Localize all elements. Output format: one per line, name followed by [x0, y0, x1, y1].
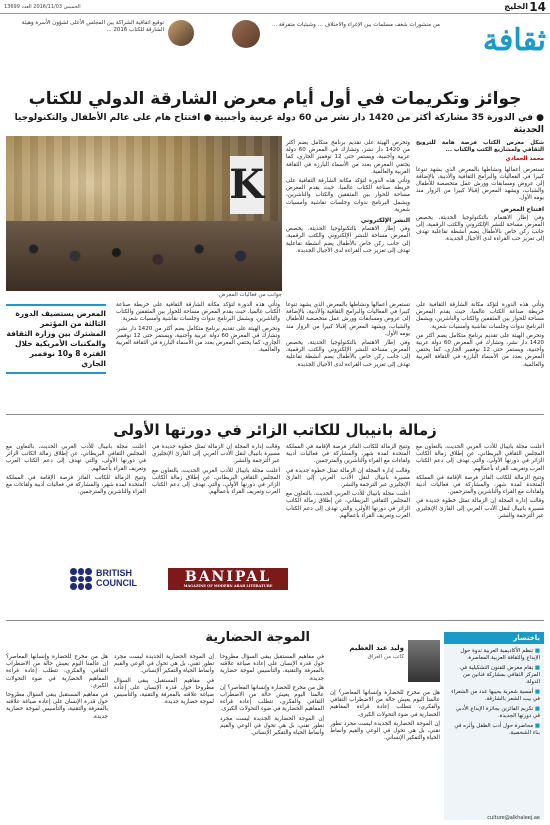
pull-quote: المعرض يستضيف الدورة الثالثة من المؤتمر المشترك بين وزارة الثقافة والمكتبات الأمريكية خلال الفترة 8 و10 نوفمبر الجاري — [6, 304, 106, 374]
article-paragraph: وتتيح الزمالة للكاتب الفائز فرصة الإقامة في المملكة المتحدة لمدة شهر، والمشاركة في فعاليات أدبية ولقاءات مع القراء والناشرين والمترجمين. — [416, 474, 544, 496]
brief-item[interactable]: ■ محاضرة حول أدب الطفل وأثره في بناء الشخصية. — [448, 723, 540, 737]
article-paragraph: إن الموجة الحضارية الجديدة ليست مجرد تطور تقني، بل هي تحول في الوعي والقيم وأنماط الحياة والتفكير الإنساني. — [330, 720, 440, 742]
article-paragraph: وتأتي هذه الدورة لتؤكد مكانة الشارقة الثقافية على خريطة صناعة الكتاب عالميا، حيث يقدم المعرض مساحة للحوار بين المثقفين والكتاب والناشرين، ويشمل البرنامج ندوات وجلسات نقاشية وأمسيات شعرية. — [416, 302, 544, 330]
banipal-column-2 — [286, 444, 410, 522]
article-paragraph: هل من مخرج للحضارة وإنسانها المعاصر؟ إن عالمنا اليوم يعيش حالة من الاضطراب الثقافي والفكري، تتطلب إعادة قراءة المفاهيم الحضارية في ضوء التحولات الكبرى. — [220, 684, 324, 713]
article-subtitle: النشر الإلكتروني — [360, 217, 410, 225]
article-paragraph: في مفاهيم المستقبل يبقى السؤال مطروحا حول قدرة الإنسان على إعادة صياغة علاقته بالمعرفة والتقنية، والتأسيس لموجة حضارية جديدة. — [6, 692, 108, 720]
article-paragraph: وقالت إدارة المجلة إن الزمالة تمثل خطوة جديدة في مسيرة بانيبال لنقل الأدب العربي إلى القارئ الإنجليزي عبر الترجمة والنشر. — [286, 467, 410, 489]
section-title: ثقافة — [482, 23, 546, 58]
banipal-column-3 — [152, 444, 280, 498]
opinion-column-4 — [6, 654, 108, 723]
article-column-2 — [286, 140, 410, 257]
banipal-logo — [168, 568, 288, 590]
author-role: كاتب من العراق — [367, 654, 404, 660]
booth-letter-sign: K — [230, 156, 264, 214]
article-paragraph: هل من مخرج للحضارة وإنسانها المعاصر؟ إن عالمنا اليوم يعيش حالة من الاضطراب الثقافي والفكري، تتطلب إعادة قراءة المفاهيم الحضارية في ضوء التحولات الكبرى. — [6, 654, 108, 689]
article-paragraph: وقالت إدارة المجلة إن الزمالة تمثل خطوة جديدة في مسيرة بانيبال لنقل الأدب العربي إلى القارئ الإنجليزي عبر الترجمة والنشر. — [416, 498, 544, 519]
article-paragraph: وتحرص الهيئة على تقديم برنامج متكامل يضم أكثر من 1420 دار نشر، وتشارك في المعرض 60 دولة عربية وأجنبية، ويستمر حتى 12 نوفمبر الجاري، كما يحتفي المعرض بعدد من الأسماء البارزة في الثقافة العربية والعالمية. — [116, 325, 280, 354]
article-subtitle: افتتاح المعرض — [500, 205, 544, 213]
article-paragraph: وتأتي هذه الدورة لتؤكد مكانة الشارقة الثقافية على خريطة صناعة الكتاب عالميا، حيث يقدم المعرض مساحة للحوار بين المثقفين والكتاب والناشرين، ويشمل البرنامج ندوات وجلسات نقاشية وأمسيات شعرية. — [116, 302, 280, 323]
book-fair-photo — [6, 136, 282, 291]
article-paragraph: أعلنت مجلة بانيبال للأدب العربي الحديث، بالتعاون مع المجلس الثقافي البريطاني، عن إطلاق زمالة الكاتب الزائر في دورتها الأولى، والتي تهدف إلى دعم الكتاب العرب وتعريف القراء بأعمالهم. — [152, 467, 280, 496]
article-column-5 — [116, 302, 280, 356]
article-paragraph: وتأتي هذه الدورة لتؤكد مكانة الشارقة الثقافية على خريطة صناعة الكتاب عالميا، حيث يقدم المعرض مساحة للحوار بين المثقفين والكتاب والناشرين، ويشمل البرنامج ندوات وجلسات نقاشية وأمسيات شعرية. — [286, 178, 410, 213]
author-name: وليد عبد العظيم — [349, 644, 404, 652]
main-subhead: ● في الدورة 35 مشاركة أكثر من 1420 دار نشر من 60 دولة عربية وأجنبية ● افتتاح هام على عالم الأطفال والتكنولوجيا الحديثة — [14, 113, 544, 135]
header-teaser-left[interactable]: توقيع اتفاقية الشراكة بين المجلس الأعلى لشؤون الأسرة وهيئة الشارقة للكتاب 2016 ... — [21, 20, 164, 33]
article-paragraph: وتتيح الزمالة للكاتب الفائز فرصة الإقامة في المملكة المتحدة لمدة شهر، والمشاركة في فعاليات أدبية ولقاءات مع القراء والناشرين والمترجمين. — [6, 474, 146, 496]
contact-email[interactable]: culture@alkhaleej.ae — [487, 815, 540, 821]
section-title-box — [466, 18, 546, 64]
page-topbar — [0, 0, 550, 14]
article-paragraph: وتحرص الهيئة على تقديم برنامج متكامل يضم أكثر من 1420 دار نشر، وتشارك في المعرض 60 دولة عربية وأجنبية، ويستمر حتى 12 نوفمبر الجاري، كما يحتفي المعرض بعدد من الأسماء البارزة في الثقافة العربية والعالمية. — [286, 140, 410, 175]
section-divider — [6, 414, 544, 415]
article-paragraph: إن الموجة الحضارية الجديدة ليست مجرد تطور تقني، بل هي تحول في الوعي والقيم وأنماط الحياة والتفكير الإنساني. — [220, 715, 324, 737]
article-paragraph: تستعرض أعمالها ونشاطها بالمعرض الذي يشهد تنوعا كبيرا في الفعاليات والبرامج الثقافية والأدبية، بالإضافة إلى عروض ومسابقات وورش عمل متخصصة للأطفال والشباب، ويشهد المعرض إقبالا كبيرا من الزوار منذ يومه الأول. — [286, 302, 410, 337]
author-box — [330, 640, 440, 686]
article-paragraph: في مفاهيم المستقبل يبقى السؤال مطروحا حول قدرة الإنسان على إعادة صياغة علاقته بالمعرفة والتقنية، والتأسيس لموجة حضارية جديدة. — [114, 677, 214, 706]
opinion-column-3 — [114, 654, 214, 708]
banipal-logo-text: BANIPAL — [184, 569, 272, 585]
banipal-headline[interactable]: زمالة بانيبال للكاتب الزائر في دورتها الأولى — [113, 421, 437, 439]
british-council-dots-icon — [70, 568, 92, 590]
author-photo — [408, 640, 440, 682]
banipal-logo-subtext: MAGAZINE OF MODERN ARAB LITERATURE — [183, 584, 273, 588]
opinion-title[interactable]: الموجة الحضارية — [205, 630, 310, 645]
main-headline[interactable]: جوائز وتكريمات في أول أيام معرض الشارقة الدولي للكتاب — [28, 89, 522, 109]
brief-item[interactable]: ■ تكريم الفائزين بجائزة الإبداع الأدبي في دورتها الجديدة. — [448, 706, 540, 720]
british-council-wordmark: BRITISH COUNCIL — [96, 568, 137, 588]
article-paragraph: إن الموجة الحضارية الجديدة ليست مجرد تطور تقني، بل هي تحول في الوعي والقيم وأنماط الحياة والتفكير الإنساني. — [114, 654, 214, 675]
article-paragraph: وتحرص الهيئة على تقديم برنامج متكامل يضم أكثر من 1420 دار نشر، وتشارك في المعرض 60 دولة عربية وأجنبية، ويستمر حتى 12 نوفمبر الجاري، كما يحتفي المعرض بعدد من الأسماء البارزة في الثقافة العربية والعالمية. — [416, 332, 545, 368]
article-lead: شكل معرض الكتاب فرصة هامة للترويج الثقافي ولمشاريع الكتب والكتاب ... — [416, 140, 544, 154]
opinion-column-2 — [220, 654, 324, 739]
brief-item[interactable]: ■ تنظم الأكاديمية العربية ندوة حول الإبداع والثقافة العربية المعاصرة. — [448, 648, 540, 662]
opinion-column-1 — [330, 690, 440, 744]
banipal-column-4 — [6, 444, 146, 498]
article-paragraph: وقالت إدارة المجلة إن الزمالة تمثل خطوة جديدة في مسيرة بانيبال لنقل الأدب العربي إلى القارئ الإنجليزي عبر الترجمة والنشر. — [152, 444, 280, 465]
article-column-4 — [286, 302, 410, 371]
teaser-thumbnail-right — [232, 20, 260, 48]
crowd-image — [6, 221, 282, 291]
article-paragraph: تستعرض أعمالها ونشاطها بالمعرض الذي يشهد تنوعا كبيرا في الفعاليات والبرامج الثقافية والأدبية، بالإضافة إلى عروض ومسابقات وورش عمل متخصصة للأطفال والشباب، ويشهد المعرض إقبالا كبيرا من الزوار منذ يومه الأول. — [416, 166, 544, 202]
newspaper-logo: الخليج — [504, 2, 528, 11]
photo-caption: جوانب من فعاليات المعرض — [219, 292, 282, 298]
article-paragraph: أعلنت مجلة بانيبال للأدب العربي الحديث، بالتعاون مع المجلس الثقافي البريطاني، عن إطلاق زمالة الكاتب الزائر في دورتها الأولى، والتي تهدف إلى دعم الكتاب العرب وتعريف القراء بأعمالهم. — [286, 491, 410, 519]
article-column-1 — [416, 140, 544, 246]
article-paragraph: في مفاهيم المستقبل يبقى السؤال مطروحا حول قدرة الإنسان على إعادة صياغة علاقته بالمعرفة والتقنية، والتأسيس لموجة حضارية جديدة. — [220, 654, 324, 682]
section-divider — [6, 620, 544, 621]
page-number: 14 — [529, 0, 546, 14]
date-line: الخميس 2016/11/03 العدد 13699 — [4, 4, 81, 10]
article-paragraph: هل من مخرج للحضارة وإنسانها المعاصر؟ إن عالمنا اليوم يعيش حالة من الاضطراب الثقافي والفكري، تتطلب إعادة قراءة المفاهيم الحضارية في ضوء التحولات الكبرى. — [330, 690, 440, 718]
banipal-column-1 — [416, 444, 544, 522]
header-teaser-right[interactable]: من منشورات شغف مسلمات بين الإغراء والاختلاف ... وشيئيات متفرقة ... — [271, 22, 440, 28]
sidebar-heading: باختصار — [513, 634, 540, 642]
brief-item[interactable]: ■ يقام معرض للفنون التشكيلية في المركز الثقافي بمشاركة فنانين من الدولة. — [448, 665, 540, 686]
article-paragraph: وفي إطار الاهتمام بالتكنولوجيا الحديثة، يخصص المعرض مساحة للنشر الإلكتروني والكتب الرقمية، إلى جانب ركن خاص بالأطفال يضم أنشطة تفاعلية تهدف إلى تعزيز حب القراءة لدى الأجيال الجديدة. — [416, 214, 544, 243]
article-paragraph: أعلنت مجلة بانيبال للأدب العربي الحديث، بالتعاون مع المجلس الثقافي البريطاني، عن إطلاق زمالة الكاتب الزائر في دورتها الأولى، والتي تهدف إلى دعم الكتاب العرب وتعريف القراء بأعمالهم. — [416, 444, 544, 472]
article-paragraph: وفي إطار الاهتمام بالتكنولوجيا الحديثة، يخصص المعرض مساحة للنشر الإلكتروني والكتب الرقمية، إلى جانب ركن خاص بالأطفال يضم أنشطة تفاعلية تهدف إلى تعزيز حب القراءة لدى الأجيال الجديدة. — [286, 226, 410, 254]
article-paragraph: وفي إطار الاهتمام بالتكنولوجيا الحديثة، يخصص المعرض مساحة للنشر الإلكتروني والكتب الرقمية، إلى جانب ركن خاص بالأطفال يضم أنشطة تفاعلية تهدف إلى تعزيز حب القراءة لدى الأجيال الجديدة. — [286, 340, 410, 368]
section-header — [0, 16, 550, 88]
brief-item[interactable]: ■ أمسية شعرية يحييها عدد من الشعراء في بيت الشعر بالشارقة. — [448, 689, 540, 703]
article-column-3 — [416, 302, 544, 371]
article-byline: محمد الحمادي — [505, 156, 544, 163]
teaser-thumbnail-left — [168, 20, 194, 46]
article-paragraph: أعلنت مجلة بانيبال للأدب العربي الحديث، بالتعاون مع المجلس الثقافي البريطاني، عن إطلاق زمالة الكاتب الزائر في دورتها الأولى، والتي تهدف إلى دعم الكتاب العرب وتعريف القراء بأعمالهم. — [6, 444, 146, 472]
brief-sidebar — [444, 632, 544, 820]
british-council-logo — [70, 566, 160, 592]
brief-list — [444, 644, 544, 744]
article-paragraph: وتتيح الزمالة للكاتب الفائز فرصة الإقامة في المملكة المتحدة لمدة شهر، والمشاركة في فعاليات أدبية ولقاءات مع القراء والناشرين والمترجمين. — [286, 444, 410, 465]
